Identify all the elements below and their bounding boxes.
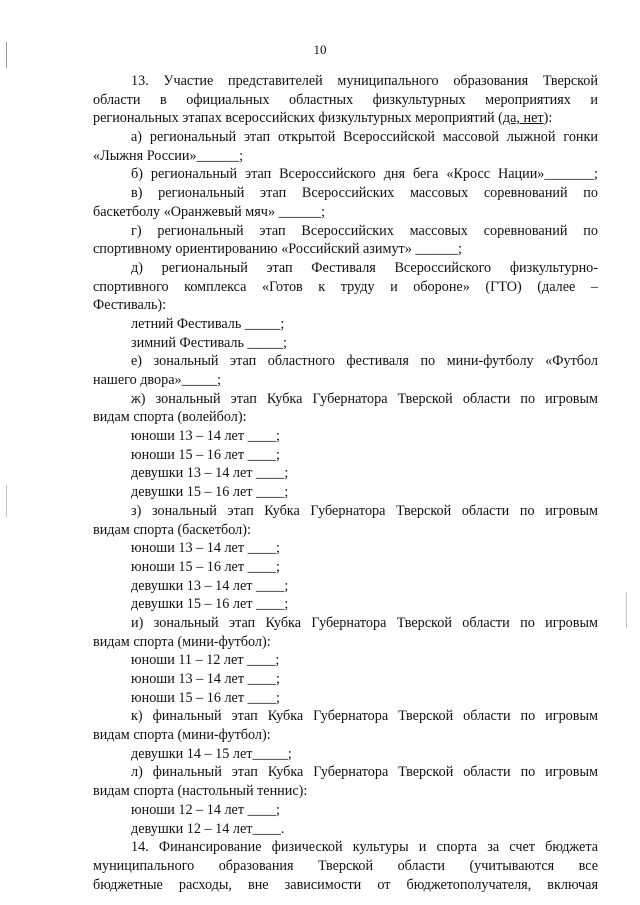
text-line [93, 352, 598, 371]
text-line-content: и) зональный этап Кубка Губернатора Тверской области по игровым [131, 614, 598, 631]
text-line [93, 203, 598, 222]
text-line [93, 689, 598, 708]
text-line-content: юноши 11 – 12 лет ____; [131, 652, 280, 669]
text-line [93, 782, 598, 801]
text-line-content: видам спорта (мини-футбол): [93, 633, 271, 650]
text-line-content: спортивного комплекса «Готов к труду и обороне» (ГТО) (далее – [93, 278, 598, 295]
text-line-content: видам спорта (настольный теннис): [93, 783, 308, 800]
text-line [93, 838, 598, 857]
document-body [93, 72, 598, 894]
text-line [93, 801, 598, 820]
text-line [93, 558, 598, 577]
text-line [93, 595, 598, 614]
text-line-content: 14. Финансирование физической культуры и спорта за счет бюджета [131, 839, 598, 856]
text-line [93, 446, 598, 465]
text-line [93, 427, 598, 446]
text-line [93, 820, 598, 839]
text-line [93, 222, 598, 241]
text-line-content: области в официальных областных физкультурных мероприятиях и [93, 91, 598, 108]
text-line-content: нашего двора»_____; [93, 372, 222, 388]
text-line-content: региональных этапах всероссийских физкультурных мероприятий ( [93, 110, 503, 127]
scan-edge-mark-left [6, 485, 7, 517]
text-line [93, 502, 598, 521]
text-line [93, 726, 598, 745]
text-line [93, 296, 598, 315]
text-line-content: летний Фестиваль _____; [131, 315, 285, 332]
text-line-content: девушки 14 – 15 лет_____; [131, 745, 292, 762]
text-line-content: е) зональный этап областного фестиваля по мини-футболу «Футбол [131, 353, 598, 370]
page-number: 10 [313, 42, 327, 57]
text-line-content: девушки 13 – 14 лет ____; [131, 577, 289, 594]
text-line [93, 334, 598, 353]
text-line [93, 371, 598, 390]
text-line-content: а) региональный этап открытой Всероссийской массовой лыжной гонки [131, 129, 598, 146]
text-line-content: видам спорта (баскетбол): [93, 521, 251, 538]
text-line-content: б) региональный этап Всероссийского дня бега «Кросс Нации»_______; [131, 166, 598, 183]
text-line [93, 91, 598, 110]
text-line-content: юноши 15 – 16 лет ____; [131, 446, 280, 463]
text-line-content: к) финальный этап Кубка Губернатора Тверской области по игровым [131, 708, 598, 725]
text-line-content: юноши 15 – 16 лет ____; [131, 558, 280, 575]
text-line-content: девушки 15 – 16 лет ____; [131, 484, 289, 501]
text-line-content: девушки 15 – 16 лет ____; [131, 596, 289, 613]
text-line-content: спортивному ориентированию «Российский азимут» ______; [93, 241, 462, 258]
text-line [93, 614, 598, 633]
text-line-tail: ): [543, 110, 553, 127]
text-line [93, 109, 598, 128]
text-line [93, 259, 598, 278]
text-line [93, 707, 598, 726]
text-line [93, 184, 598, 203]
text-line [93, 147, 598, 166]
text-line [93, 633, 598, 652]
text-line [93, 165, 598, 184]
text-line-content: девушки 13 – 14 лет ____; [131, 465, 289, 482]
text-line-content: Фестиваль): [93, 297, 167, 314]
text-line [93, 651, 598, 670]
underlined-answer-options: да, нет [502, 110, 544, 127]
text-line-content: юноши 13 – 14 лет ____; [131, 540, 280, 557]
text-line-content: «Лыжня России»______; [93, 147, 244, 164]
text-line-content: л) финальный этап Кубка Губернатора Тверской области по игровым [131, 764, 598, 781]
text-line-content: юноши 12 – 14 лет ____; [131, 801, 280, 818]
text-line [93, 521, 598, 540]
text-line-content: ж) зональный этап Кубка Губернатора Тверской области по игровым [131, 390, 598, 407]
text-line-content: баскетболу «Оранжевый мяч» ______; [93, 203, 326, 220]
text-line-content: 13. Участие представителей муниципального образования Тверской [131, 73, 598, 89]
text-line [93, 670, 598, 689]
text-line-content: юноши 15 – 16 лет ____; [131, 689, 280, 706]
text-line [93, 315, 598, 334]
text-line-content: бюджетные расходы, вне зависимости от бюджетополучателя, включая [93, 876, 598, 893]
text-line [93, 577, 598, 596]
text-line [93, 72, 598, 91]
text-line [93, 539, 598, 558]
text-line [93, 240, 598, 259]
text-line-content: девушки 12 – 14 лет____. [131, 820, 285, 837]
text-line [93, 390, 598, 409]
text-line-content: видам спорта (мини-футбол): [93, 727, 271, 744]
text-line-content: г) региональный этап Всероссийских массовых соревнований по [131, 222, 598, 239]
text-line-content: з) зональный этап Кубка Губернатора Тверской области по игровым [131, 502, 598, 519]
text-line-content: юноши 13 – 14 лет ____; [131, 428, 280, 445]
text-line [93, 128, 598, 147]
text-line-content: юноши 13 – 14 лет ____; [131, 671, 280, 687]
text-line [93, 464, 598, 483]
text-line-content: зимний Фестиваль _____; [131, 334, 287, 351]
text-line [93, 857, 598, 876]
text-line [93, 278, 598, 297]
text-line-content: д) региональный этап Фестиваля Всероссийского физкультурно- [131, 259, 598, 276]
text-line [93, 876, 598, 895]
text-line-content: видам спорта (волейбол): [93, 409, 247, 426]
text-line [93, 483, 598, 502]
text-line [93, 745, 598, 764]
scan-edge-mark-right [626, 592, 627, 628]
text-line [93, 763, 598, 782]
text-line-content: в) региональный этап Всероссийских массовых соревнований по [131, 185, 598, 202]
text-line [93, 408, 598, 427]
text-line-content: муниципального образования Тверской области (учитываются все [93, 857, 598, 874]
